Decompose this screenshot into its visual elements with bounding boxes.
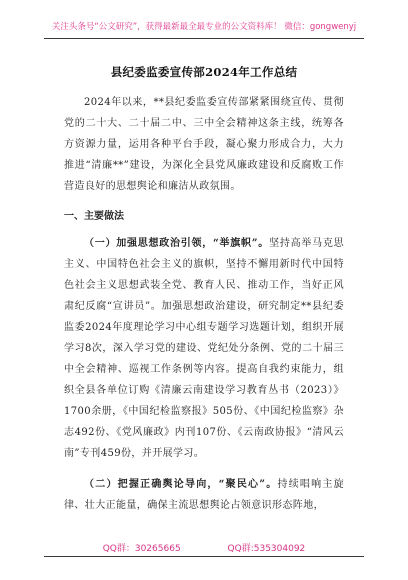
- qq-group-1: QQ群：30265665: [102, 544, 181, 554]
- paragraph-public-opinion: [64, 474, 344, 516]
- intro-paragraph: 2024年以来，**县纪委监委宣传部紧紧围绕宣传、贯彻党的二十大、二十届二中、三中全会精神这条主线，统筹各方资源力量，运用各种平台手段，凝心聚力形成合力，大力推进“清廉**”建设，为深化全县党风廉政建设和反腐败工作营造良好的思想舆论和廉洁从政氛围。: [64, 97, 344, 192]
- section-heading-main-practices: 一、主要做法: [64, 211, 124, 222]
- paragraph-ideological-guidance-heading: （一）加强思想政治引领，“举旗帜”。: [84, 238, 270, 249]
- document-title: 县纪委监委宣传部2024年工作总结: [110, 65, 298, 79]
- document-body: [64, 64, 344, 516]
- top-divider: [44, 38, 364, 39]
- bottom-banner: [0, 541, 408, 554]
- bottom-divider: [44, 556, 364, 557]
- paragraph-ideological-guidance: [64, 233, 344, 464]
- paragraph-ideological-guidance-body: 坚持高举马克思主义、中国特色社会主义的旗帜，坚持不懈用新时代中国特色社会主义思想武装全党、教育人民、推动工作，当好正风肃纪反腐“宣讲员”。加强思想政治建设，研究制定**县纪委监委2024年度理论学习中心组专题学习选题计划，组织开展学习8次，深入学习党的建设、党纪处分条例、党的二十届三中全会精神、巡视工作条例等内容。提高自我约束能力，组织全县各单位订购《清廉云南建设学习教育丛书（2023）》1700余册，《中国纪检监察报》505份、《中国纪检监察》杂志492份、《党风廉政》内刊107份、《云南政协报》“清风云南”专刊459份，并开展学习。: [64, 238, 344, 459]
- top-banner-text: 关注头条号“公文研究”，获得最新最全最专业的公文资料库！ 微信：gongwenyj: [51, 22, 357, 32]
- qq-group-2: QQ群:535304092: [227, 544, 306, 554]
- top-banner: [0, 20, 408, 32]
- paragraph-public-opinion-body: 持续唱响主旋律、壮大正能量，确保主流思想舆论占领意识形态阵地，: [64, 479, 344, 511]
- paragraph-public-opinion-heading: （二）把握正确舆论导向，“聚民心”。: [84, 479, 278, 490]
